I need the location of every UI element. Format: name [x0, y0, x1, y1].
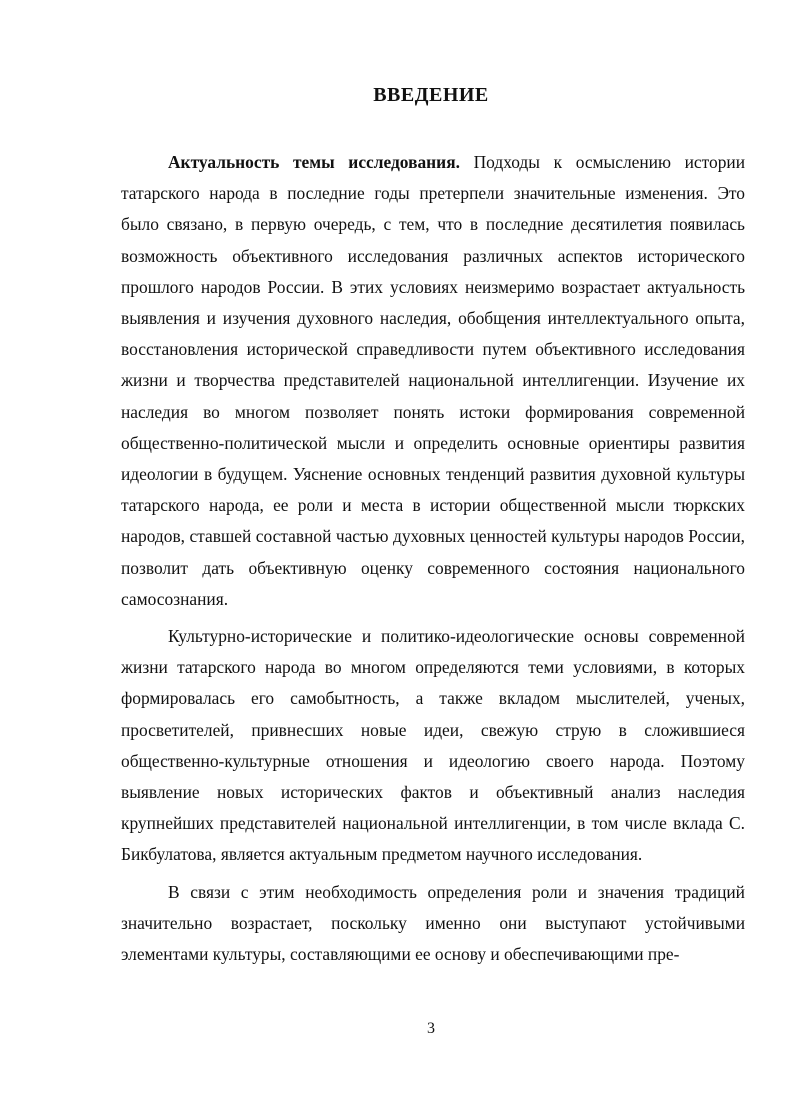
paragraph-relevance — [121, 147, 745, 615]
paragraph-foundations — [121, 621, 745, 871]
paragraph-text: Культурно-исторические и политико-идеологические основы современной жизни татарского народа во многом определяются теми условиями, в которых формировалась его самобытность, а также вкладом мыслителей, ученых, просветителей, привнесших новые идеи, свежую струю в сложившиеся общественно-культурные отношения и идеологию своего народа. Поэтому выявление новых исторических фактов и объективный анализ наследия крупнейших представителей национальной интеллигенции, в том числе вклада С. Бикбулатова, является актуальным предметом научного исследования. — [121, 626, 745, 865]
paragraph-text: В связи с этим необходимость определения роли и значения традиций значительно возрастает, поскольку именно они выступают устойчивыми элементами культуры, составляющими ее основу и обеспечивающими пре- — [121, 881, 745, 965]
paragraph-text: Подходы к осмыслению истории татарского народа в последние годы претерпели значительные изменения. Это было связано, в первую очередь, с тем, что в последние десятилетия появилась возможность объективного исследования различных аспектов исторического прошлого народов России. В этих условиях неизмеримо возрастает актуальность выявления и изучения духовного наследия, обобщения интеллектуального опыта, восстановления исторической справедливости путем объективного исследования жизни и творчества представителей национальной интеллигенции. Изучение их наследия во многом позволяет понять истоки формирования современной общественно-политической мысли и определить основные ориентиры развития идеологии в будущем. Уяснение основных тенденций развития духовной культуры татарского народа, ее роли и места в истории общественной мысли тюркских народов, ставшей составной частью духовных ценностей культуры народов России, позволит дать объективную оценку современного состояния национального самосознания. — [121, 152, 745, 609]
page-number: 3 — [427, 1020, 435, 1037]
paragraph-lead-heading: Актуальность темы исследования. — [168, 152, 460, 172]
paragraph-traditions — [121, 877, 745, 971]
body-text — [121, 147, 745, 970]
page-title: ВВЕДЕНИЕ — [373, 84, 489, 106]
